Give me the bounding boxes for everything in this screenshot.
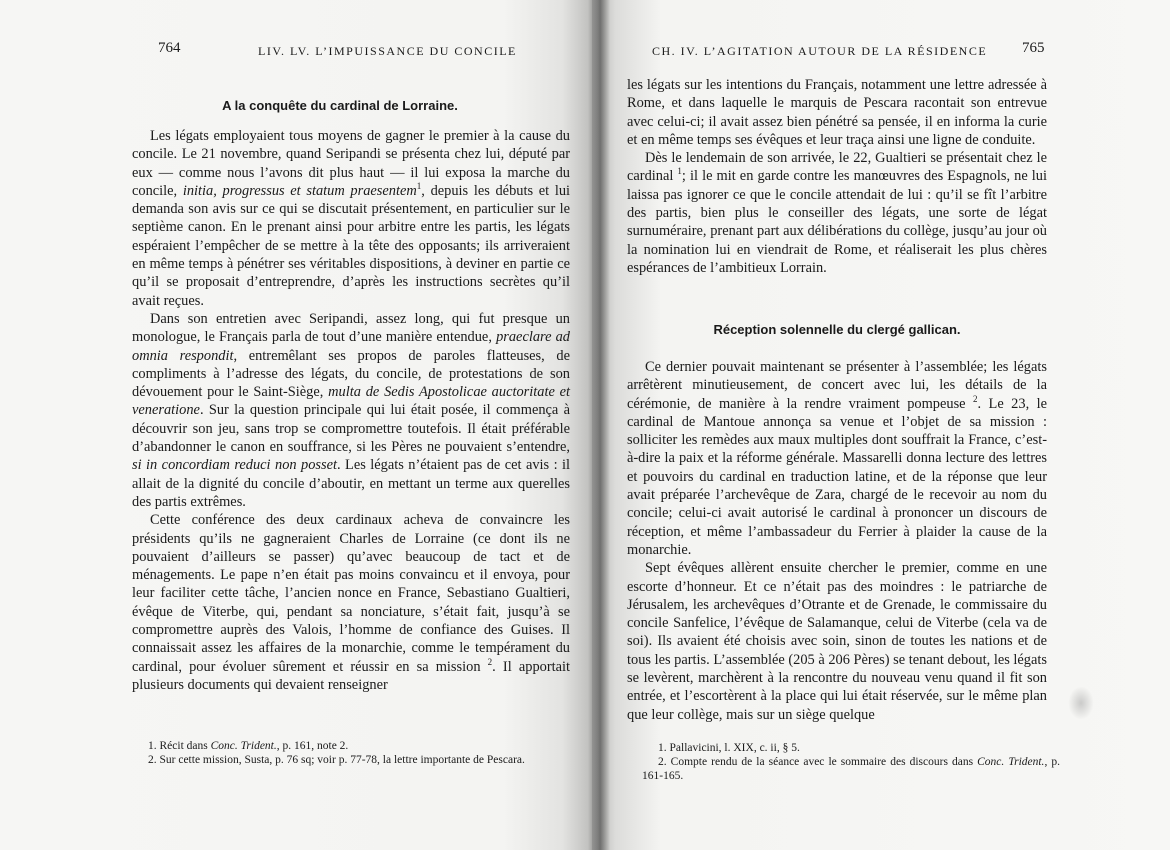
paragraph <box>627 76 1047 149</box>
body-text <box>132 127 570 694</box>
paragraph <box>132 511 570 694</box>
text-run: 2. Compte rendu de la séance avec le sommaire des discours dans <box>658 756 978 768</box>
paragraph <box>132 127 570 310</box>
text-run: , p. 161, note 2. <box>276 740 349 752</box>
latin-quote: Conc. Trident. <box>210 740 277 752</box>
body-text <box>627 76 1047 277</box>
paragraph <box>627 358 1047 559</box>
text-run: Dans son entretien avec Seripandi, assez long, qui fut presque un monologue, le Français parla de tout d’une manière entendue, <box>132 310 570 346</box>
latin-quote: praeclare ad omnia respondit <box>132 329 570 364</box>
footnote <box>642 755 1060 783</box>
right-page <box>592 0 1170 850</box>
paragraph <box>627 559 1047 724</box>
latin-quote: Conc. Trident. <box>977 756 1045 768</box>
text-run: , depuis les débuts et lui demanda son avis sur ce qui se discutait présentement, en particulier sur le septième canon. En le prenant ainsi pour arbitre entre les partis, les légats espéraient l’empêcher de se mettre à la tête des opposants; ils arriveraient en même temps à pénétrer ses véritables dispositions, à deviner en partie ce qu’il se proposait d’entreprendre, d’après les instructions secrètes qu’il avait reçues. <box>132 182 571 309</box>
text-run: 1. Pallavicini, l. XIX, c. ii, § 5. <box>658 742 800 754</box>
paragraph <box>627 149 1047 277</box>
text-run: les légats sur les intentions du Français, notamment une lettre adressée à Rome, et dans laquelle le marquis de Pescara racontait son entrevue avec celui-ci; il avait assez bien pénétré sa pensée, il en informa la curie et en même temps ses évêques et leur traça ainsi une ligne de conduite. <box>627 77 1047 148</box>
page-number: 765 <box>1022 40 1045 56</box>
footnote <box>132 739 560 753</box>
text-run: . Le 23, le cardinal de Mantoue annonça sa venue et l’objet de sa mission : solliciter les remèdes aux maux multiples dont souffrait la France, c’est-à-dire la paix et la réforme générale. Massarelli donna lecture des lettres et pouvoirs du cardinal en traduction latine, et de la réponse que leur avait préparée l’archevêque de Zara, chargé de le recevoir au nom du concile; celui-ci avait autorisé le cardinal à prononcer un discours de réception, et même l’ambassadeur du Ferrier à plaider la cause de la monarchie. <box>627 395 1047 558</box>
latin-quote: si in concordiam reduci non posset <box>132 457 338 474</box>
section-title: Réception solennelle du clergé gallican. <box>713 322 961 337</box>
footnote <box>642 741 1060 755</box>
paragraph <box>132 310 570 511</box>
book-gutter <box>588 0 610 850</box>
footnote-marker: 1 <box>416 181 422 192</box>
text-run: . Les légats n’étaient pas de cet avis : il allait de la dignité du concile d’aboutir, en mettant un terme aux querelles des partis extrêmes. <box>132 457 571 510</box>
latin-quote: initia, progressus et statum praesentem <box>182 182 417 199</box>
body-text <box>627 358 1047 724</box>
text-run: . Sur la question principale qui lui était posée, il commença à découvrir son jeu, sans trop se compromettre toutefois. Il était préférable d’abandonner le canon en souffrance, si les Pères ne pouvaient s’entendre, <box>132 402 570 456</box>
footnote-marker: 1 <box>677 166 682 177</box>
text-run: Les légats employaient tous moyens de gagner le premier à la cause du concile. Le 21 novembre, quand Seripandi se présenta chez lui, député par eux — comme nous l’avons dit plus haut — il lui exposa la marche du concile, <box>132 128 570 199</box>
text-run: , p. 161-165. <box>642 756 1060 782</box>
text-run: Cette conférence des deux cardinaux acheva de convaincre les présidents qu’ils ne gagneraient Charles de Lorraine (ce dont ils ne pouvaient d’ailleurs se passer) qu’avec beaucoup de tact et de ménagements. Le pape n’en était pas moins convaincu et il envoya, pour leur faciliter cette tâche, l’ancien nonce en France, Sebastiano Gualtieri, évêque de Viterbe, qui, pendant sa nonciature, s’était fait, jusqu’à se compromettre auprès des Valois, l’homme de confiance des Guises. Il connaissait assez les affaires de la monarchie, comme le tempérament du cardinal, pour évoluer sûrement et réussir en sa mission <box>132 512 570 675</box>
text-run: Dès le lendemain de son arrivée, le 22, Gualtieri se présentait chez le cardinal <box>627 150 1047 185</box>
page-number: 764 <box>158 40 181 56</box>
text-run: . Il apportait plusieurs documents qui devaient renseigner <box>132 658 571 693</box>
running-header: LIV. LV. L’IMPUISSANCE DU CONCILE <box>258 44 517 58</box>
running-header: CH. IV. L’AGITATION AUTOUR DE LA RÉSIDENCE <box>652 44 988 58</box>
text-run: 1. Récit dans <box>148 740 211 752</box>
latin-quote: multa de Sedis Apostolicae auctoritate et veneratione <box>132 384 570 419</box>
footnotes <box>642 741 1060 783</box>
footnote-marker: 2 <box>973 393 978 404</box>
text-run: ; il le mit en garde contre les manœuvres des Espagnols, ne lui laissa pas ignorer ce que le concile attendait de lui : qu’il se fît l’arbitre des partis, bien plus le conseiller des légats, une sorte de légat surnuméraire, prenant part aux délibérations du collège, jusqu’au jour où la nomination lui en viendrait de Rome, et réaliserait les plus chères espérances de l’ambitieux Lorrain. <box>627 168 1047 276</box>
footnote <box>132 753 560 767</box>
text-run: Sept évêques allèrent ensuite chercher le premier, comme en une escorte d’honneur. Et ce n’était pas des moindres : le patriarche de Jérusalem, les archevêques d’Otrante et de Grenade, le commissaire du concile Sanfelice, l’évêque de Salamanque, celui de Viterbe (cela va de soi). Ils avaient été choisis avec soin, sinon de toutes les nations et de tous les partis. L’assemblée (205 à 206 Pères) se tenant debout, les légats se levèrent, marchèrent à la rencontre du nouveau venu quand il fit son entrée, et l’escortèrent à la place qui lui était réservée, sur le même plan que leur collège, mais sur un siège quelque <box>627 560 1047 723</box>
text-run: 2. Sur cette mission, Susta, p. 76 sq; voir p. 77-78, la lettre importante de Pescara. <box>148 754 525 766</box>
page-smudge <box>1068 686 1094 720</box>
footnote-marker: 2 <box>487 656 493 667</box>
text-run: , entremêlant ses propos de paroles flatteuses, de compliments à l’adresse des légats, du concile, de protestations de son dévouement pour le Saint-Siège, <box>132 347 570 401</box>
section-title: A la conquête du cardinal de Lorraine. <box>222 98 458 113</box>
footnotes <box>132 739 560 767</box>
text-run: Ce dernier pouvait maintenant se présenter à l’assemblée; les légats arrêtèrent minutieusement, de concert avec lui, les détails de la cérémonie, de manière à la rendre vraiment pompeuse <box>627 359 1047 412</box>
